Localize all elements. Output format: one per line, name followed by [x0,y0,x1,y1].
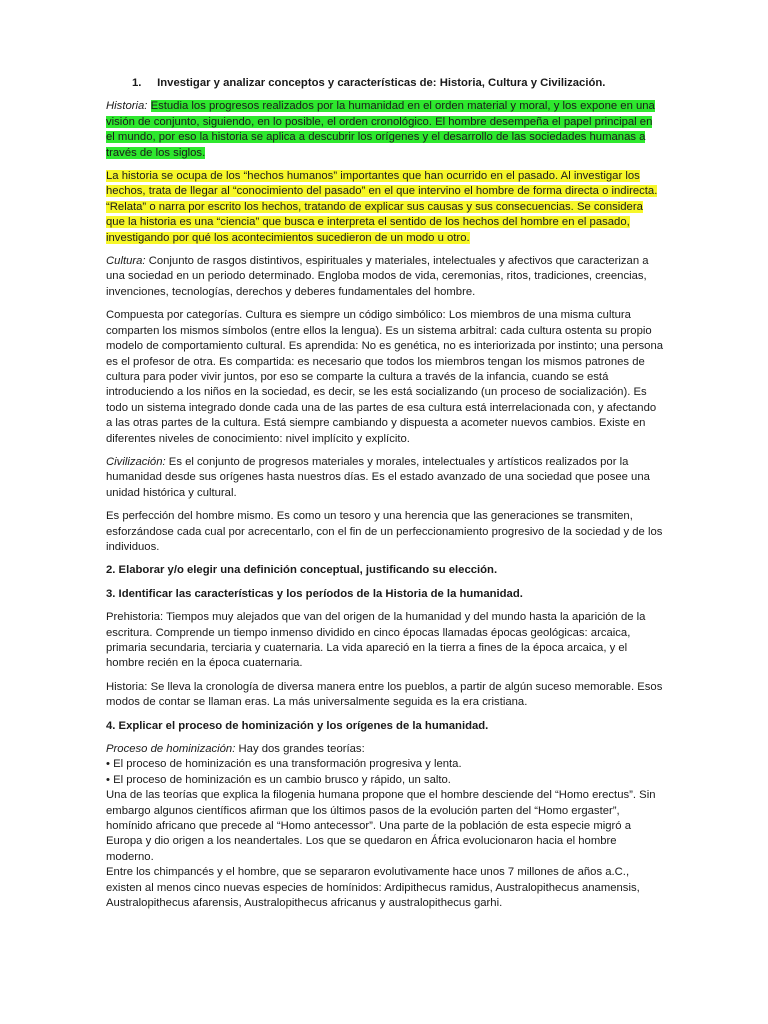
hominizacion-intro-line [106,742,664,757]
hominizacion-bullet-2: • El proceso de hominización es un cambio brusco y rápido, un salto. [106,773,451,786]
cultura-label: Cultura: [106,255,146,268]
cultura-paragraph-2: Compuesta por categorías. Cultura es siempre un código simbólico: Los miembros de una misma cultura comparten los mismos símbolos (entre ellos la lengua). Es un sistema arbitral: cada cultura ostenta su propio modelo de comportamiento cultural. Es aprendida: No es genética, no es interiorizada por instinto; una persona es el profesor de otra. Es compartida: es necesario que todos los miembros tengan los mismos patrones de cultura para poder vivir juntos, por eso se comparte la cultura a través de la infancia, cuando se está introduciendo a los niños en la sociedad, es decir, se les está socializando (un proceso de socialización). Es todo un sistema integrado donde cada una de las partes de esa cultura está interrelacionada con, y afectando a las otras partes de la cultura. Está siempre cambiando y dispuesta a acometer nuevos cambios. Existe en diferentes niveles de conocimiento: nivel implícito y explícito. [106,309,664,445]
civilizacion-text: Es el conjunto de progresos materiales y morales, intelectuales y artísticos realizados por la humanidad desde sus orígenes hasta nuestros días. Es el estado avanzado de una sociedad que posee una unidad histórica y cultural. [106,455,650,499]
heading-1-text: Investigar y analizar conceptos y características de: Historia, Cultura y Civilización. [157,77,606,89]
prehistoria-paragraph: Prehistoria: Tiempos muy alejados que van del origen de la humanidad y del mundo hasta la aparición de la escritura. Comprende un tiempo inmenso dividido en cinco épocas llamadas épocas geológicas: arcaica, primaria secundaria, terciaria y cuaternaria. La vida apareció en la tierra a fines de la época arcaica, y el hombre recién en la época cuaternaria. [106,611,646,670]
historia-yellow-highlight: La historia se ocupa de los “hechos humanos” importantes que han ocurrido en el pasado. Al investigar los hechos, trata de llegar al “conocimiento del pasado” en el que intervino el hombre de forma directa o indirecta. “Relata” o narra por escrito los hechos, tratando de explicar sus causas y sus consecuencias. Se considera que la historia es una “ciencia” que busca e interpreta el sentido de los hechos del hombre en el pasado, investigando por qué los acontecimientos sucedieron de un modo u otro. [106,170,658,244]
historia-paragraph-2 [106,169,664,246]
hominizacion-paragraph-2: Entre los chimpancés y el hombre, que se separaron evolutivamente hace unos 7 millones de años a.C., existen al menos cinco nuevas especies de homínidos: Ardipithecus ramidus, Australopithecus anamensis, Australopithecus afarensis, Australopithecus africanus y australopithecus garhi. [106,866,640,910]
heading-4: 4. Explicar el proceso de hominización y los orígenes de la humanidad. [106,719,489,732]
historia-paragraph [106,99,664,161]
cultura-paragraph [106,254,664,300]
heading-2: 2. Elaborar y/o elegir una definición conceptual, justificando su elección. [106,564,498,577]
hominizacion-label: Proceso de hominización: [106,743,236,756]
historia-green-highlight: Estudia los progresos realizados por la humanidad en el orden material y moral, y los expone en una visión de conjunto, siguiendo, en lo posible, el orden cronológico. El hombre desempeña el papel principal en el mundo, por eso la historia se aplica a descubrir los orígenes y el desarrollo de las sociedades humanas a través de los siglos. [106,100,655,159]
heading-1 [106,76,664,91]
historia-label: Historia: [106,100,148,113]
heading-1-number: 1. [132,77,142,89]
hominizacion-section [106,742,664,911]
civilizacion-label: Civilización: [106,455,166,468]
historia-eras-paragraph: Historia: Se lleva la cronología de diversa manera entre los pueblos, a partir de algún suceso memorable. Esos modos de contar se llaman eras. La más universalmente seguida es la era cristiana. [106,680,663,709]
hominizacion-paragraph-1: Una de las teorías que explica la filogenia humana propone que el hombre desciende del “Homo erectus”. Sin embargo algunos científicos afirman que los últimos pasos de la evolución parten del “Homo ergaster”, homínido africano que precede al “Homo antecessor”. Una parte de la población de esta especie migró a Europa y dio origen a los neandertales. Los que se quedaron en África evolucionaron hacia el hombre moderno. [106,789,656,863]
civilizacion-paragraph [106,455,664,501]
heading-3: 3. Identificar las características y los períodos de la Historia de la humanidad. [106,587,523,600]
hominizacion-bullet-1: • El proceso de hominización es una transformación progresiva y lenta. [106,758,462,771]
hominizacion-intro: Hay dos grandes teorías: [235,743,365,756]
cultura-text: Conjunto de rasgos distintivos, espirituales y materiales, intelectuales y afectivos que caracterizan a una sociedad en un periodo determinado. Engloba modos de vida, ceremonias, ritos, tradiciones, creencias, invenciones, tecnologías, derechos y deberes fundamentales del hombre. [106,255,649,298]
civilizacion-paragraph-2: Es perfección del hombre mismo. Es como un tesoro y una herencia que las generaciones se transmiten, esforzándose cada cual por acrecentarlo, con el fin de un perfeccionamiento progresivo de la sociedad y de los individuos. [106,510,663,553]
